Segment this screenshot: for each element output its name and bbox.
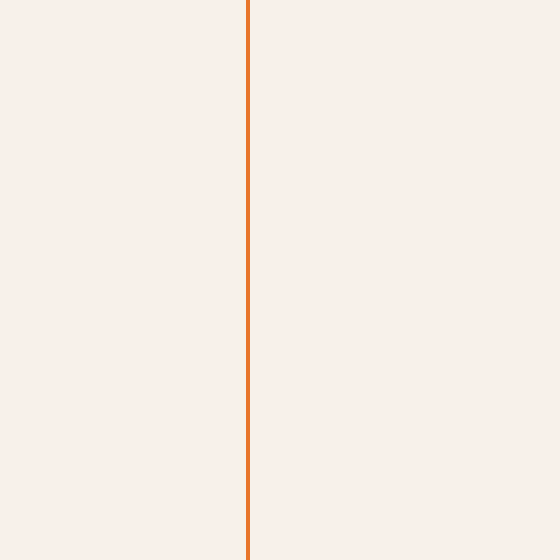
column-divider: [246, 0, 250, 560]
right-column-song: [252, 0, 560, 560]
left-column-verses: [0, 0, 246, 560]
